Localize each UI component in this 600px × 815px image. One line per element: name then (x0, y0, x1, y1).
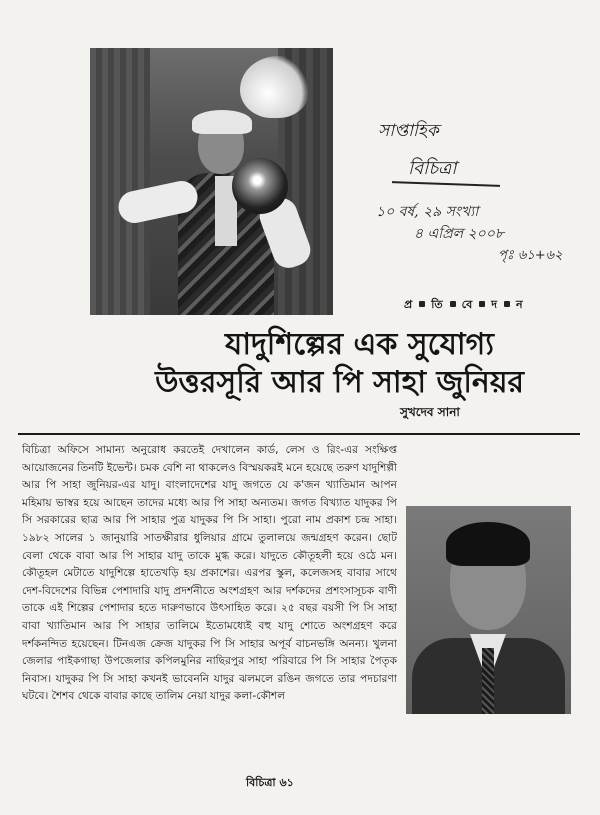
handwritten-issue: ১০ বর্ষ, ২৯ সংখ্যা (376, 204, 479, 220)
magician-photo (90, 48, 333, 315)
section-label-char: দ (491, 298, 498, 311)
section-label-char: প্র (404, 298, 414, 311)
headline-line-1: যাদুশিল্পের এক সুযোগ্য (225, 327, 494, 362)
section-label-char: তি (431, 298, 444, 311)
handwritten-pages: পৃঃ ৬১+৬২ (498, 248, 563, 263)
author-byline: সুখদেব সানা (400, 405, 460, 419)
portrait-photo (406, 506, 571, 714)
article-body: বিচিত্রা অফিসে সামান্য অনুরোধ করতেই দেখালেন কার্ড, লেস ও রিং-এর সংক্ষিপ্ত আয়োজনের তিনটি ইভেন্ট। চমক বেশি না থাকলেও বিস্ময়করই মনে হয়েছে তরুণ যাদুশিল্পী আর পি সাহা জুনিয়র-এর যাদু। বাংলাদেশের যাদু জগতে যে ক'জন খ্যাতিমান আপন মহিমায় ভাস্বর হয়ে আছেন তাদের মধ্যে আর পি সাহা অন্যতম। জগত বিখ্যাত যাদুকর পি সি সরকারের ছাত্র আর পি সাহার পুত্র যাদুকর পি সি সাহা। পুরো নাম প্রকাশ চন্দ্র সাহা। ১৯৮২ সালের ১ জানুয়ারি সাতক্ষীরার ধুলিয়ার গ্রামে তুলালয়ে জন্মগ্রহণ করেন। ছোট বেলা থেকে বাবা আর পি সাহার যাদু তাকে মুগ্ধ করে। যাদুতে কৌতূহলী হয়ে ওঠে মন। কৌতূহল মেটাতে যাদুশিল্পে হাতেখড়ি হয় প্রকাশের। এরপর স্কুল, কলেজসহ বাবার সাথে দেশ-বিদেশের বিভিন্ন পেশাদারি যাদু প্রদর্শনীতে অংশগ্রহণ আর দর্শকদের প্রশংসাসূচক বাণী তাকে এই শিল্পের পেশাদার হতে দারুণভাবে উৎসাহিত করে। ২৫ বছর বয়সী পি সি সাহা বাবা খ্যাতিমান আর পি সাহার তালিমে ইতোমধ্যেই বহু যাদু শোতে অংশগ্রহণ করে দর্শকনন্দিত হয়েছেন। টিনএজ ক্রেজ যাদুকর পি সি সাহার অপূর্ব বাচনভঙ্গি অনন্য। খুলনা জেলার পাইকগাছা উপজেলার কপিলমুনির নাছিরপুর সাহা পরিবারে পি সি সাহার পৈতৃক নিবাস। যাদুকর পি সি সাহা কখনই ভাবেননি যাদুর ঝলমলে রঙিন জগতে তার পদচারণা ঘটবে। শৈশব থেকে বাবার কাছে তালিম নেয়া যাদুর কলা-কৌশল (22, 444, 397, 703)
page-footer: বিচিত্রা ৬১ (246, 776, 294, 789)
handwritten-magazine-title: বিচিত্রা (408, 158, 457, 179)
headline-line-2: উত্তরসূরি আর পি সাহা জুনিয়র (155, 365, 524, 400)
section-dot (504, 301, 510, 307)
section-dot (419, 301, 425, 307)
header-divider (18, 433, 580, 435)
section-label-char: ন (516, 298, 524, 311)
section-dot (479, 301, 485, 307)
handwritten-date: ৪ এপ্রিল ২০০৮ (414, 226, 504, 242)
section-label (404, 296, 580, 315)
handwritten-magazine-name: সাপ্তাহিক (378, 121, 439, 141)
section-dot (450, 301, 456, 307)
section-label-char: বে (461, 298, 474, 311)
article-headline (150, 326, 550, 402)
